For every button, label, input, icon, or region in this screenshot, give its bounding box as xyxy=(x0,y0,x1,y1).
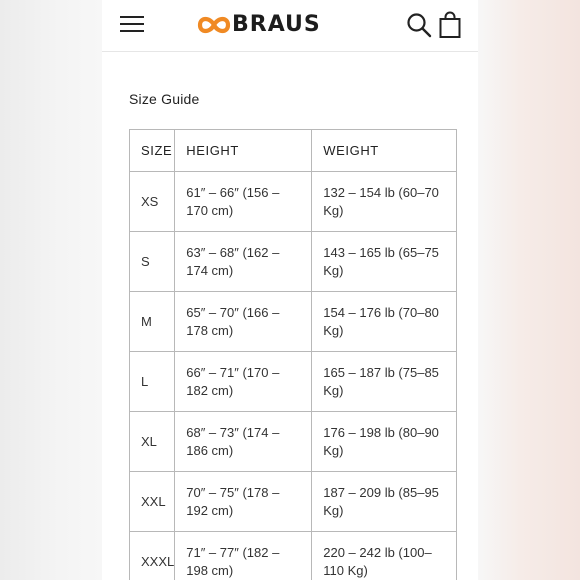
table-row xyxy=(130,472,457,532)
height-cell: 66″ – 71″ (170 – 182 cm) xyxy=(175,352,312,412)
height-cell: 65″ – 70″ (166 – 178 cm) xyxy=(175,292,312,352)
column-header-weight: WEIGHT xyxy=(312,130,457,172)
size-cell: XXL xyxy=(130,472,175,532)
table-row xyxy=(130,172,457,232)
infinity-logo-icon xyxy=(196,12,232,38)
size-cell: S xyxy=(130,232,175,292)
column-header-height: HEIGHT xyxy=(175,130,312,172)
size-cell: XXXL xyxy=(130,532,175,580)
size-cell: XL xyxy=(130,412,175,472)
shopping-bag-icon[interactable] xyxy=(438,11,462,39)
column-header-size: SIZE xyxy=(130,130,175,172)
weight-cell: 220 – 242 lb (100–110 Kg) xyxy=(312,532,457,580)
size-cell: XS xyxy=(130,172,175,232)
weight-cell: 132 – 154 lb (60–70 Kg) xyxy=(312,172,457,232)
search-icon[interactable] xyxy=(406,12,432,38)
table-row xyxy=(130,352,457,412)
site-header xyxy=(102,0,478,52)
height-cell: 71″ – 77″ (182 – 198 cm) xyxy=(175,532,312,580)
table-header-row xyxy=(130,130,457,172)
height-cell: 63″ – 68″ (162 – 174 cm) xyxy=(175,232,312,292)
weight-cell: 187 – 209 lb (85–95 Kg) xyxy=(312,472,457,532)
height-cell: 61″ – 66″ (156 – 170 cm) xyxy=(175,172,312,232)
height-cell: 70″ – 75″ (178 – 192 cm) xyxy=(175,472,312,532)
weight-cell: 165 – 187 lb (75–85 Kg) xyxy=(312,352,457,412)
weight-cell: 154 – 176 lb (70–80 Kg) xyxy=(312,292,457,352)
table-row xyxy=(130,292,457,352)
hamburger-menu-icon[interactable] xyxy=(120,14,144,34)
size-cell: M xyxy=(130,292,175,352)
weight-cell: 143 – 165 lb (65–75 Kg) xyxy=(312,232,457,292)
size-guide-table xyxy=(129,129,457,580)
height-cell: 68″ – 73″ (174 – 186 cm) xyxy=(175,412,312,472)
page-title: Size Guide xyxy=(129,91,200,107)
table-row xyxy=(130,532,457,580)
page xyxy=(102,0,478,580)
brand-logo[interactable] xyxy=(196,12,350,38)
size-cell: L xyxy=(130,352,175,412)
brand-name: BRAUS xyxy=(232,12,321,37)
weight-cell: 176 – 198 lb (80–90 Kg) xyxy=(312,412,457,472)
table-row xyxy=(130,412,457,472)
table-row xyxy=(130,232,457,292)
